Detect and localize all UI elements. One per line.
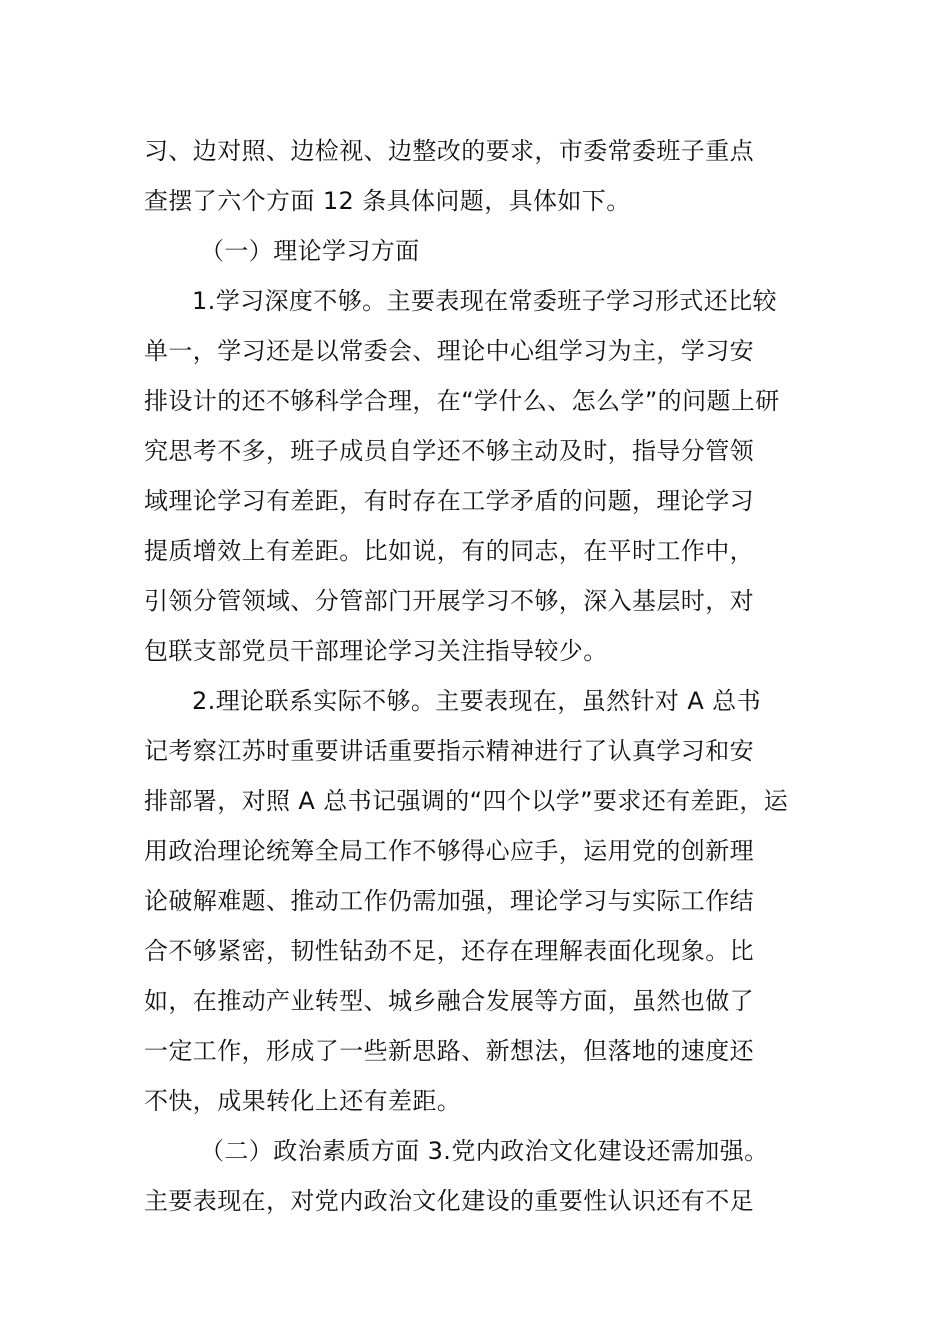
text-line: 不快，成果转化上还有差距。 bbox=[144, 1087, 462, 1115]
text-line: 引领分管领域、分管部门开展学习不够，深入基层时，对 bbox=[144, 587, 754, 615]
text-line: 提质增效上有差距。比如说，有的同志，在平时工作中， bbox=[144, 537, 754, 565]
section-heading: （一）理论学习方面 bbox=[200, 237, 420, 265]
text-line: 合不够紧密，韧性钻劲不足，还存在理解表面化现象。比 bbox=[144, 937, 754, 965]
section-heading: （二）政治素质方面 3.党内政治文化建设还需加强。 bbox=[200, 1137, 769, 1165]
text-line: 查摆了六个方面 12 条具体问题，具体如下。 bbox=[144, 187, 631, 215]
text-line: 论破解难题、推动工作仍需加强，理论学习与实际工作结 bbox=[144, 887, 754, 915]
text-line: 究思考不多，班子成员自学还不够主动及时，指导分管领 bbox=[144, 437, 754, 465]
text-line: 2.理论联系实际不够。主要表现在，虽然针对 A 总书 bbox=[192, 687, 761, 715]
text-line: 如，在推动产业转型、城乡融合发展等方面，虽然也做了 bbox=[144, 987, 754, 1015]
text-line: 包联支部党员干部理论学习关注指导较少。 bbox=[144, 637, 608, 665]
text-line: 排部署，对照 A 总书记强调的“四个以学”要求还有差距，运 bbox=[144, 787, 789, 815]
text-line: 1.学习深度不够。主要表现在常委班子学习形式还比较 bbox=[192, 287, 777, 315]
text-line: 排设计的还不够科学合理，在“学什么、怎么学”的问题上研 bbox=[144, 387, 780, 415]
text-line: 单一，学习还是以常委会、理论中心组学习为主，学习安 bbox=[144, 337, 754, 365]
document-body bbox=[144, 126, 808, 1226]
text-line: 记考察江苏时重要讲话重要指示精神进行了认真学习和安 bbox=[144, 737, 754, 765]
text-line: 习、边对照、边检视、边整改的要求，市委常委班子重点 bbox=[144, 137, 754, 165]
text-line: 一定工作，形成了一些新思路、新想法，但落地的速度还 bbox=[144, 1037, 754, 1065]
text-line: 主要表现在，对党内政治文化建设的重要性认识还有不足 bbox=[144, 1187, 754, 1215]
text-line: 域理论学习有差距，有时存在工学矛盾的问题，理论学习 bbox=[144, 487, 754, 515]
text-line: 用政治理论统筹全局工作不够得心应手，运用党的创新理 bbox=[144, 837, 754, 865]
